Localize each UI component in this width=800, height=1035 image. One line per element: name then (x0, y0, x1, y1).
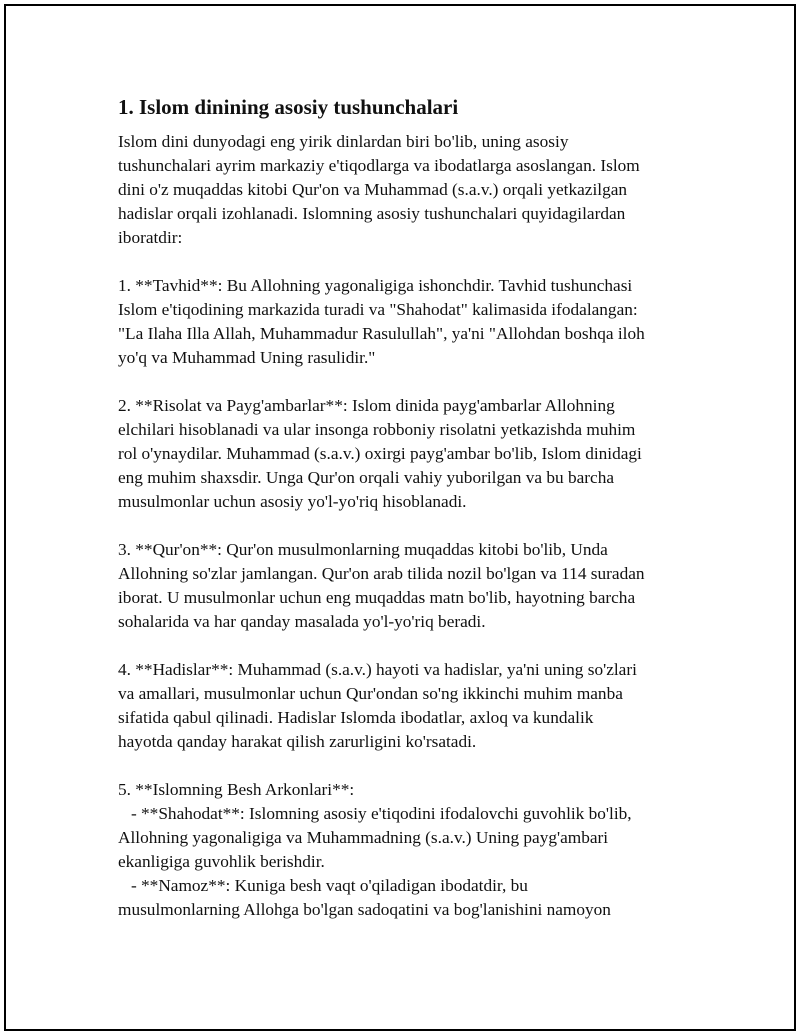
section-body: Islom dini dunyodagi eng yirik dinlardan biri bo'lib, uning asosiy tushunchalari ayrim markaziy e'tiqodlarga va ibodatlarga asoslangan. Islom dini o'z muqaddas kitobi Qur'on va Muhammad (s.a.v.) orqali yetkazilgan hadislar orqali izohlanadi. Islomning asosiy tushunchalari quyidagilardan iboratdir: 1. **Tavhid**: Bu Allohning yagonaligiga ishonchdir. Tavhid tushunchasi Islom e'tiqodining markazida turadi va "Shahodat" kalimasida ifodalangan: "La Ilaha Illa Allah, Muhammadur Rasulullah", ya'ni "Allohdan boshqa iloh yo'q va Muhammad Uning rasulidir." 2. **Risolat va Payg'ambarlar**: Islom dinida payg'ambarlar Allohning elchilari hisoblanadi va ular insonga robboniy risolatni yetkazishda muhim rol o'ynaydilar. Muhammad (s.a.v.) oxirgi payg'ambar bo'lib, Islom dinidagi eng muhim shaxsdir. Unga Qur'on orqali vahiy yuborilgan va bu barcha musulmonlar uchun asosiy yo'l-yo'riq hisoblanadi. 3. **Qur'on**: Qur'on musulmonlarning muqaddas kitobi bo'lib, Unda Allohning so'zlar jamlangan. Qur'on arab tilida nozil bo'lgan va 114 suradan iborat. U musulmonlar uchun eng muqaddas matn bo'lib, hayotning barcha sohalarida va har qanday masalada yo'l-yo'riq beradi. 4. **Hadislar**: Muhammad (s.a.v.) hayoti va hadislar, ya'ni uning so'zlari va amallari, musulmonlar uchun Qur'ondan so'ng ikkinchi muhim manba sifatida qabul qilinadi. Hadislar Islomda ibodatlar, axloq va kundalik hayotda qanday harakat qilish zarurligini ko'rsatadi. 5. **Islomning Besh Arkonlari**: - **Shahodat**: Islomning asosiy e'tiqodini ifodalovchi guvohlik bo'lib, Allohning yagonaligiga va Muhammadning (s.a.v.) Uning payg'ambari ekanligiga guvohlik berishdir. - **Namoz**: Kuniga besh vaqt o'qiladigan ibodatdir, bu musulmonlarning Allohga bo'lgan sadoqatini va bog'lanishini namoyon (118, 132, 645, 919)
document-content (118, 94, 690, 922)
section-heading: 1. Islom dinining asosiy tushunchalari (118, 95, 459, 119)
